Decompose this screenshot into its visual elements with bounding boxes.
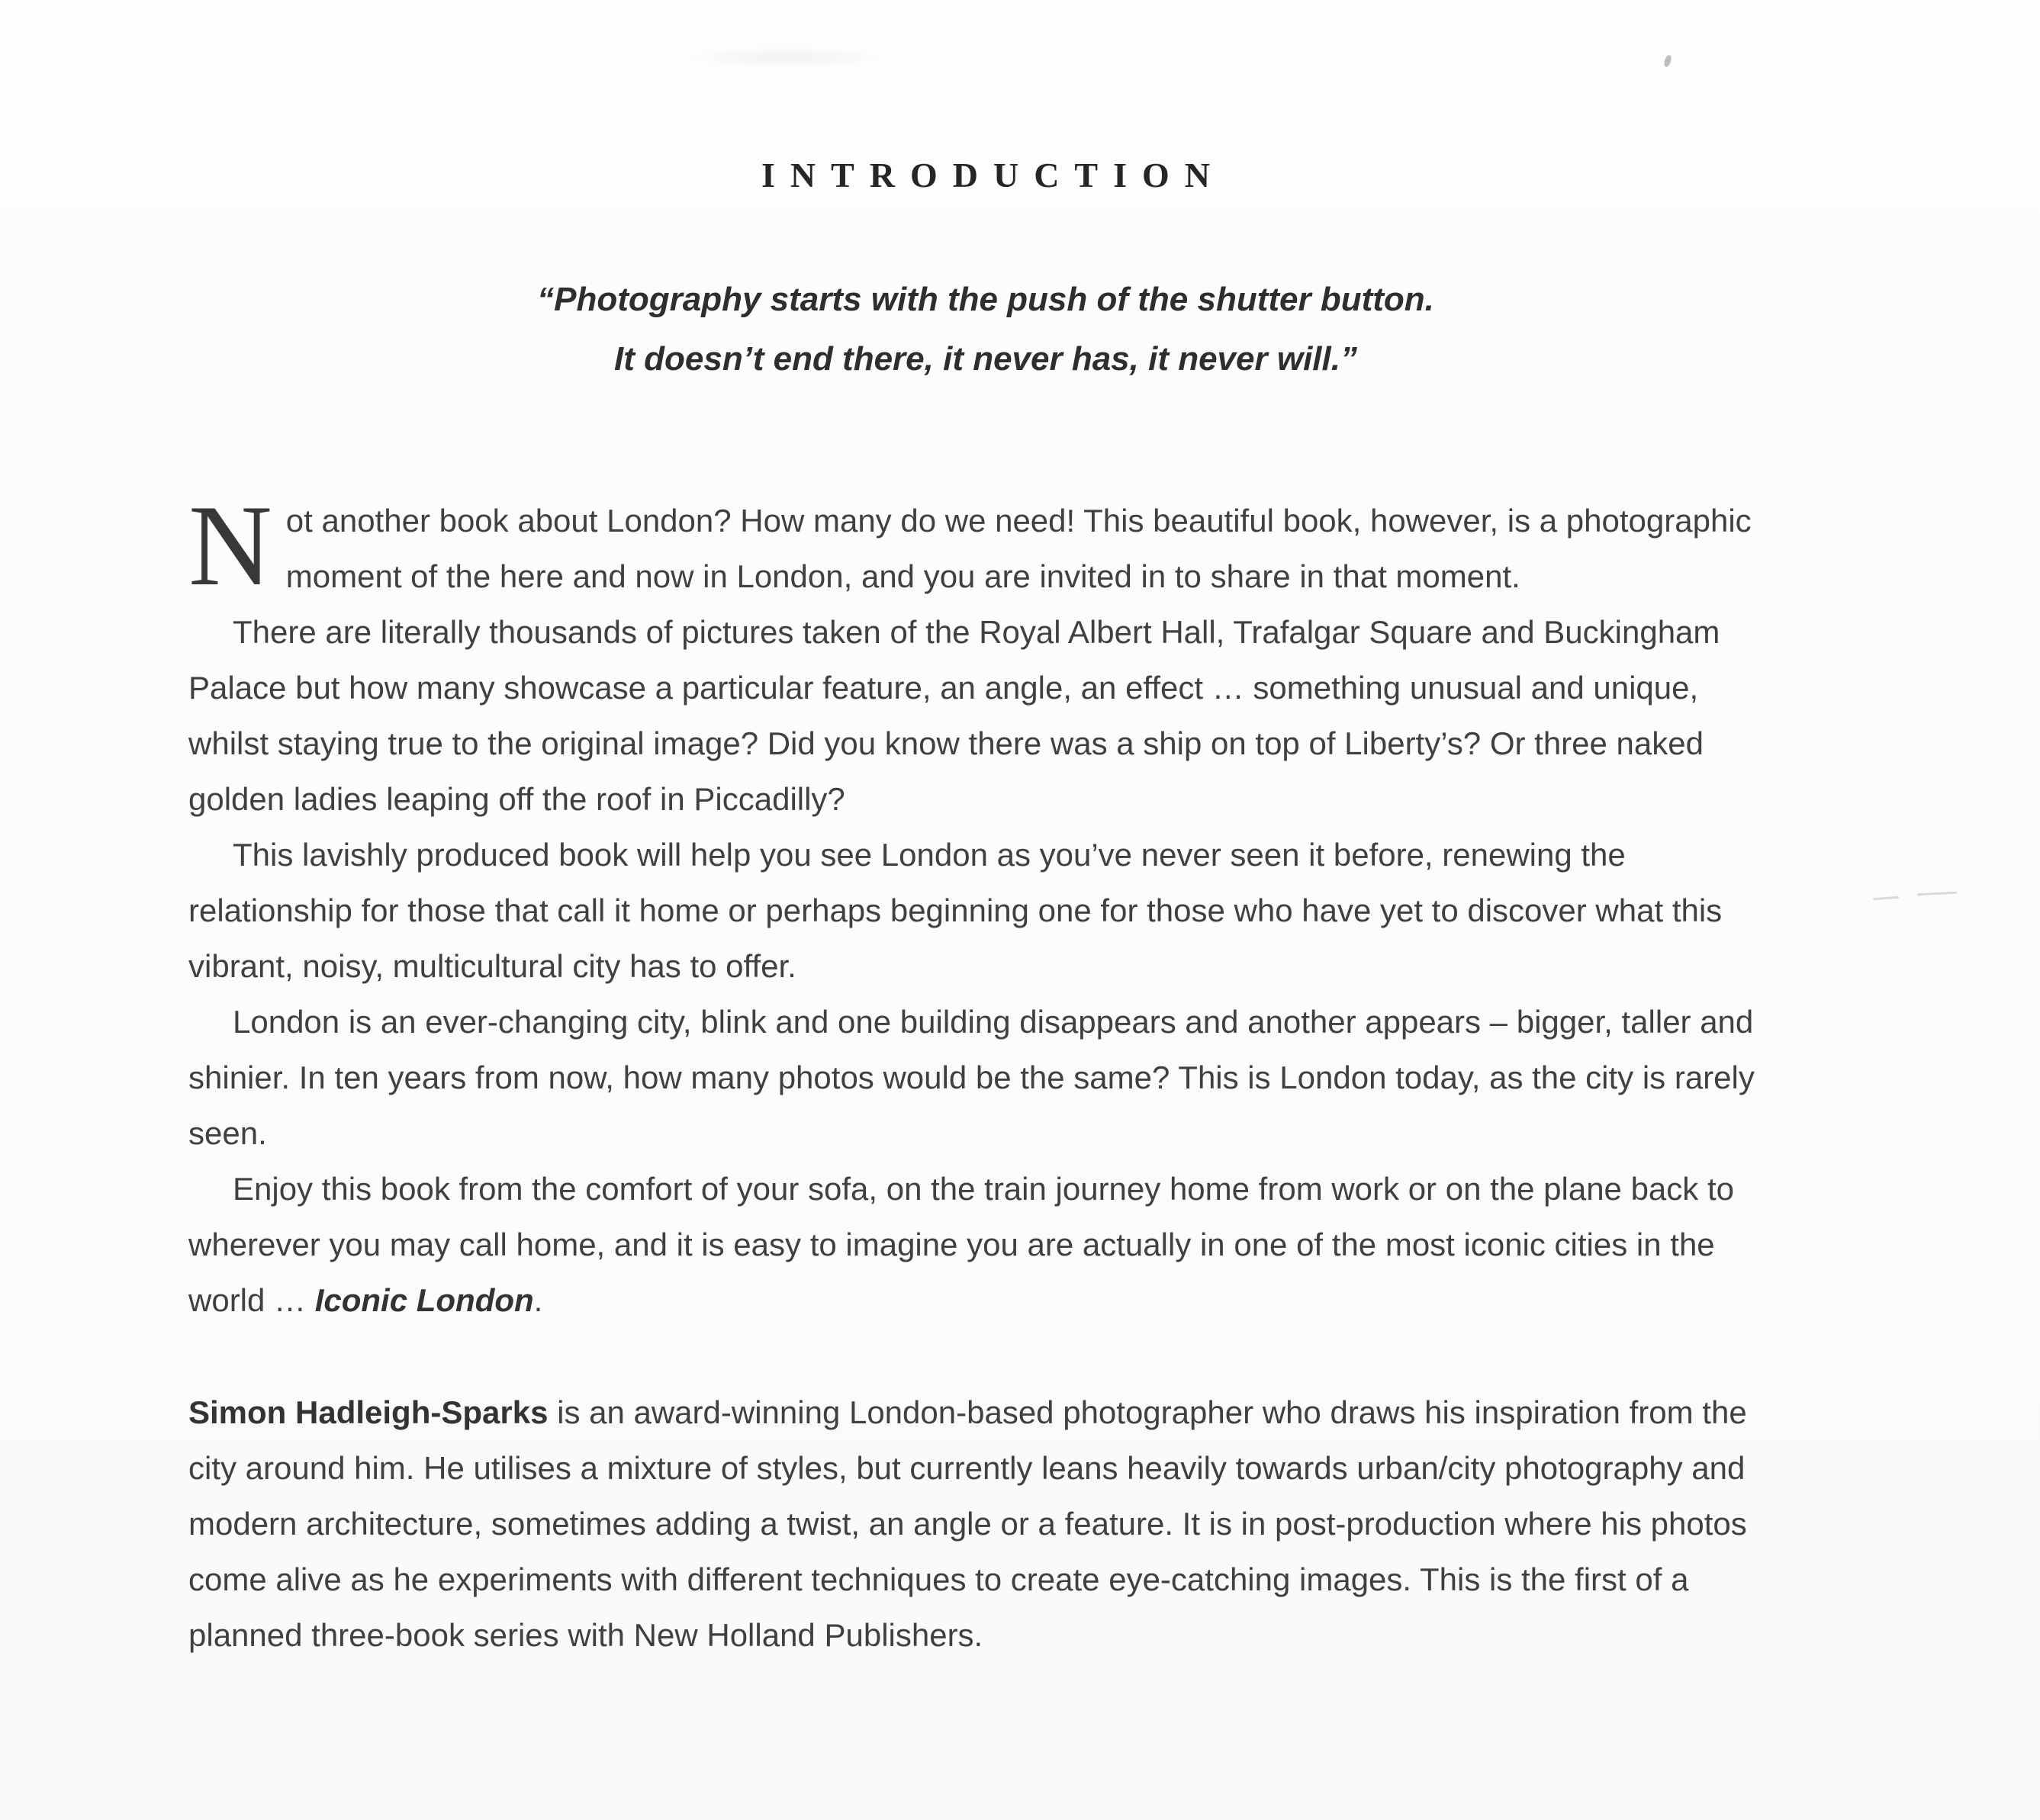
page-title: INTRODUCTION (761, 156, 1226, 195)
author-bio-text: is an award-winning London-based photographer who draws his inspiration from the city around him. He utilises a mixture of styles, but currently leans heavily towards urban/city photography and modern architecture, sometimes adding a twist, an angle or a feature. It is in post-production where his photos come alive as he experiments with different techniques to create eye-catching images. This is the first of a planned three-book series with New Holland Publishers. (188, 1394, 1747, 1653)
intro-paragraph (188, 481, 1783, 609)
text-column (188, 0, 1783, 1663)
epigraph (188, 270, 1783, 389)
epigraph-line-2: It doesn’t end there, it never has, it never will.” (614, 340, 1357, 378)
scan-artifact-dashes (1873, 891, 1964, 902)
intro-paragraph-text: ot another book about London? How many do we need! This beautiful book, however, is a photographic moment of the here and now in London, and you are invited in to share in that moment. (285, 503, 1752, 594)
paragraph-enjoy-text: Enjoy this book from the comfort of your sofa, on the train journey home from work or on the plane back to wherever you may call home, and it is easy to imagine you are actually in one of the most iconic cities in the world … (188, 1171, 1734, 1318)
drop-cap: N (188, 481, 272, 609)
paragraph-enjoy-period: . (533, 1282, 543, 1318)
paragraph-lavishly-produced: This lavishly produced book will help you see London as you’ve never seen it before, renewing the relationship for those that call it home or perhaps beginning one for those who have yet to discover what this vibrant, noisy, multicultural city has to offer. (188, 837, 1723, 984)
author-bio-paragraph (188, 1384, 1783, 1663)
paragraph-ever-changing-city: London is an ever-changing city, blink and one building disappears and another appears – bigger, taller and shinier. In ten years from now, how many photos would be the same? This is London today, as the city is rarely seen. (188, 1004, 1755, 1151)
epigraph-line-1: “Photography starts with the push of the shutter button. (537, 281, 1434, 318)
author-name: Simon Hadleigh-Sparks (188, 1394, 549, 1430)
iconic-london-emphasis: Iconic London (314, 1282, 534, 1318)
author-bio (188, 1384, 1783, 1663)
paragraph-enjoy-this-book (188, 1161, 1783, 1328)
paragraph-royal-albert-hall: There are literally thousands of pictures taken of the Royal Albert Hall, Trafalgar Square and Buckingham Palace but how many showcase a particular feature, an angle, an effect … something unusual and unique, whilst staying true to the original image? Did you know there was a ship on top of Liberty’s? Or three naked golden ladies leaping off the roof in Piccadilly? (188, 614, 1720, 817)
body-text (188, 481, 1783, 1328)
